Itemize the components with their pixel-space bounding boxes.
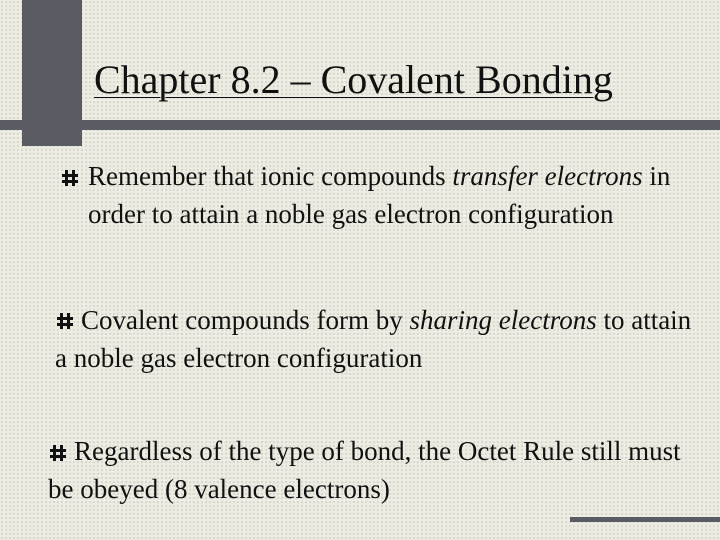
bullet-item bbox=[55, 301, 695, 377]
bottom-accent-line bbox=[570, 517, 720, 522]
bullet-text: in order to attain a noble gas electron configuration bbox=[88, 161, 671, 229]
bullet-emphasis: transfer electrons bbox=[452, 161, 643, 191]
hash-bullet-icon bbox=[61, 169, 79, 187]
bullet-text: Regardless of the type of bond, the Octet Rule still must be obeyed (8 valence electrons) bbox=[48, 436, 681, 504]
hash-bullet-icon bbox=[49, 444, 67, 462]
hash-bullet-icon bbox=[56, 312, 74, 330]
bullet-text: Covalent compounds form by bbox=[81, 305, 410, 335]
bullet-item bbox=[48, 432, 708, 508]
bullet-emphasis: sharing electrons bbox=[409, 305, 597, 335]
title-divider bbox=[0, 120, 720, 130]
bullet-item bbox=[88, 157, 708, 233]
bullet-text: to attain a noble gas electron configuration bbox=[55, 305, 692, 373]
slide-title: Chapter 8.2 – Covalent Bonding bbox=[94, 57, 613, 102]
bullet-text: Remember that ionic compounds bbox=[88, 161, 453, 191]
